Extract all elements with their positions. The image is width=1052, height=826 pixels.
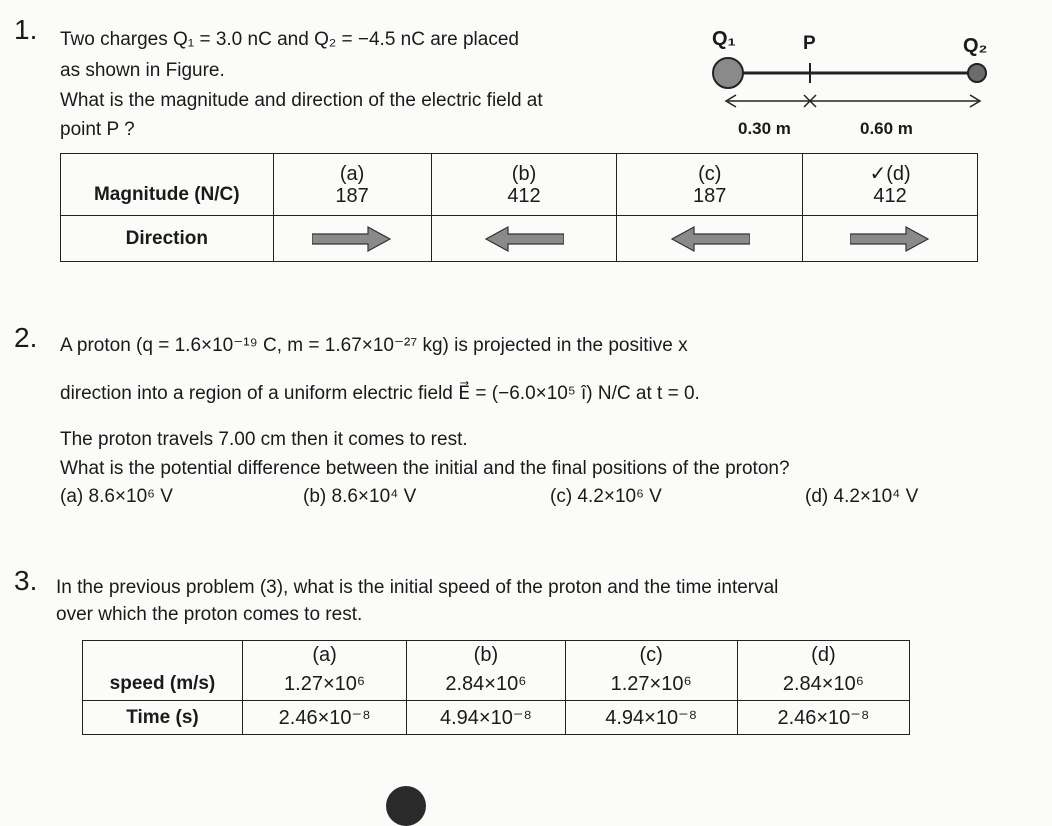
question-1-line3: What is the magnitude and direction of the electric field at xyxy=(60,90,543,111)
question-1-number: 1. xyxy=(14,14,38,45)
q2-label: Q₂ xyxy=(963,35,988,57)
question-2-line4: What is the potential difference between the initial and the final positions of the proton? xyxy=(60,458,790,479)
question-1-line4: point P ? xyxy=(60,119,135,140)
q3-option-d-label[interactable]: (d) xyxy=(737,641,909,669)
q2-charge-circle xyxy=(968,64,986,82)
q1-col-d[interactable] xyxy=(803,154,978,216)
question-3-number: 3. xyxy=(14,565,38,596)
time-b: 4.94×10⁻⁸ xyxy=(407,701,565,735)
question-2-line2: direction into a region of a uniform electric field E⃗ = (−6.0×10⁵ î) N/C at t = 0. xyxy=(60,383,700,404)
direction-c xyxy=(617,216,803,262)
distance-1: 0.30 m xyxy=(738,119,791,138)
direction-d xyxy=(803,216,978,262)
option-label: ✓(d) xyxy=(869,162,911,185)
q1-charge-circle xyxy=(713,58,743,88)
question-2-line3: The proton travels 7.00 cm then it comes to rest. xyxy=(60,429,468,450)
distance-2: 0.60 m xyxy=(860,119,913,138)
option-label: (c) xyxy=(698,162,722,185)
direction-b xyxy=(431,216,617,262)
direction-header: Direction xyxy=(61,216,274,262)
q2-option-d[interactable]: (d) 4.2×10⁴ V xyxy=(805,486,919,507)
speed-b: 2.84×10⁶ xyxy=(407,669,565,701)
direction-a xyxy=(273,216,431,262)
magnitude-header: Magnitude (N/C) xyxy=(61,154,274,216)
question-1-line1: Two charges Q₁ = 3.0 nC and Q₂ = −4.5 nC are placed xyxy=(60,29,519,50)
arrow-right-icon xyxy=(850,226,930,252)
q3-option-c-label[interactable]: (c) xyxy=(565,641,737,669)
q2-option-c[interactable]: (c) 4.2×10⁶ V xyxy=(550,486,662,507)
arrow-left-icon xyxy=(670,226,750,252)
q3-option-a-label[interactable]: (a) xyxy=(242,641,406,669)
magnitude-value: 187 xyxy=(335,184,369,207)
option-label: (a) xyxy=(339,162,365,185)
question-2-line1: A proton (q = 1.6×10⁻¹⁹ C, m = 1.67×10⁻²⁷ kg) is projected in the positive x xyxy=(60,335,688,356)
question-3-line1: In the previous problem (3), what is the initial speed of the proton and the time interval xyxy=(56,577,779,598)
speed-c: 1.27×10⁶ xyxy=(565,669,737,701)
q1-label: Q₁ xyxy=(712,28,736,50)
partial-circle-mark xyxy=(386,786,426,826)
question-3-table xyxy=(82,640,910,735)
question-3-line2: over which the proton comes to rest. xyxy=(56,604,363,625)
charge-figure xyxy=(700,25,1030,150)
magnitude-value: 412 xyxy=(873,184,907,207)
q1-col-a[interactable] xyxy=(273,154,431,216)
arrow-right-icon xyxy=(312,226,392,252)
p-label: P xyxy=(803,33,816,54)
question-1-line2: as shown in Figure. xyxy=(60,60,225,81)
q1-col-c[interactable] xyxy=(617,154,803,216)
arrow-left-icon xyxy=(484,226,564,252)
magnitude-value: 412 xyxy=(507,184,541,207)
time-a: 2.46×10⁻⁸ xyxy=(242,701,406,735)
magnitude-value: 187 xyxy=(693,184,727,207)
time-c: 4.94×10⁻⁸ xyxy=(565,701,737,735)
speed-header: speed (m/s) xyxy=(83,669,243,701)
speed-a: 1.27×10⁶ xyxy=(242,669,406,701)
time-header: Time (s) xyxy=(83,701,243,735)
q2-option-a[interactable]: (a) 8.6×10⁶ V xyxy=(60,486,173,507)
q3-corner-cell xyxy=(83,641,243,669)
question-1-table xyxy=(60,153,978,262)
q1-col-b[interactable] xyxy=(431,154,617,216)
question-2-number: 2. xyxy=(14,322,38,353)
speed-d: 2.84×10⁶ xyxy=(737,669,909,701)
time-d: 2.46×10⁻⁸ xyxy=(737,701,909,735)
q3-option-b-label[interactable]: (b) xyxy=(407,641,565,669)
q2-option-b[interactable]: (b) 8.6×10⁴ V xyxy=(303,486,417,507)
option-label: (b) xyxy=(511,162,537,185)
